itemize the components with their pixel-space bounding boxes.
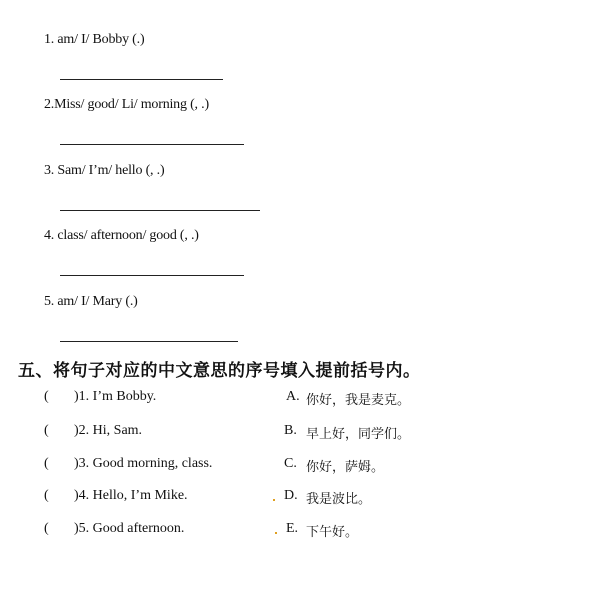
question-text: 4. class/ afternoon/ good (, .) [44,228,199,243]
option-letter: B. [284,423,297,438]
question-text: 2.Miss/ good/ Li/ morning (, .) [44,97,209,112]
orange-dot-mark [275,532,277,534]
option-letter: A. [286,389,300,404]
option-text: 下午好。 [306,525,359,540]
option-text: 你好，我是麦克。 [306,393,411,408]
answer-bracket[interactable]: ( [44,521,49,536]
answer-line[interactable] [60,210,260,211]
option-text: 我是波比。 [306,492,372,507]
option-letter: D. [284,488,298,503]
answer-line[interactable] [60,79,223,80]
section-title: 五、将句子对应的中文意思的序号填入提前括号内。 [18,361,421,381]
orange-dot-mark [273,499,275,501]
answer-line[interactable] [60,341,238,342]
option-text: 早上好，同学们。 [306,427,411,442]
option-letter: C. [284,456,297,471]
answer-bracket[interactable]: ( [44,456,49,471]
sentence-text: )5. Good afternoon. [74,521,185,536]
question-text: 3. Sam/ I’m/ hello (, .) [44,163,165,178]
sentence-text: )1. I’m Bobby. [74,389,157,404]
answer-bracket[interactable]: ( [44,488,49,503]
option-text: 你好，萨姆。 [306,460,385,475]
answer-line[interactable] [60,275,244,276]
question-text: 1. am/ I/ Bobby (.) [44,32,145,47]
sentence-text: )3. Good morning, class. [74,456,213,471]
question-text: 5. am/ I/ Mary (.) [44,294,138,309]
sentence-text: )2. Hi, Sam. [74,423,143,438]
answer-line[interactable] [60,144,244,145]
sentence-text: )4. Hello, I’m Mike. [74,488,188,503]
answer-bracket[interactable]: ( [44,389,49,404]
answer-bracket[interactable]: ( [44,423,49,438]
option-letter: E. [286,521,299,536]
